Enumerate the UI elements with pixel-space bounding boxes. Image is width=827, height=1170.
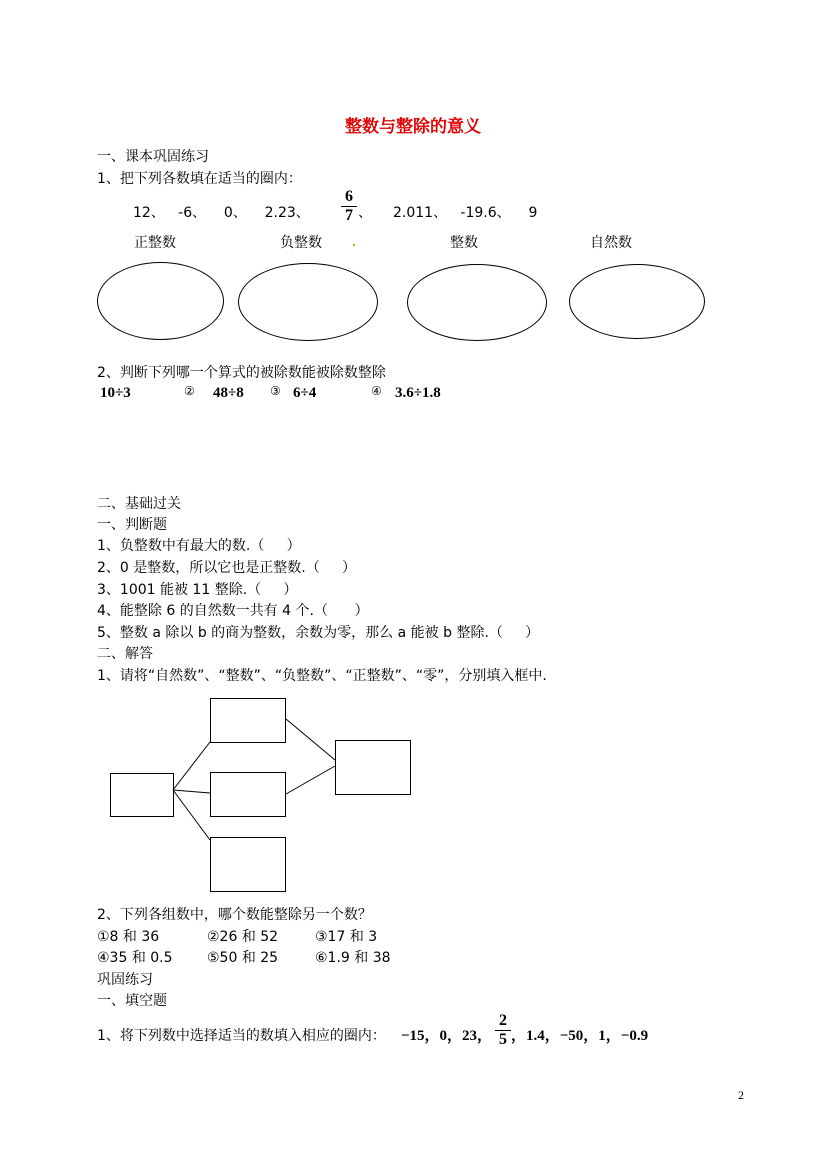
pair-5: ⑤50 和 25 bbox=[207, 950, 279, 966]
fraction-two-fifths bbox=[495, 1012, 511, 1049]
oval-label-integer: 整数 bbox=[450, 235, 478, 251]
diagram-box-left[interactable] bbox=[110, 773, 174, 817]
pair-6: ⑥1.9 和 38 bbox=[315, 950, 391, 966]
judge-item-5: 5、整数 a 除以 b 的商为整数，余数为零，那么 a 能被 b 整除.（ ） bbox=[97, 625, 540, 641]
diagram-box-middle-center[interactable] bbox=[210, 772, 286, 817]
judge-item-2: 2、0 是整数，所以它也是正整数.（ ） bbox=[97, 560, 356, 576]
page-title: 整数与整除的意义 bbox=[345, 117, 481, 137]
option-expression-3: 6÷4 bbox=[293, 385, 317, 401]
stray-dot bbox=[353, 244, 355, 246]
fill-number-list-a: −15，0，23， bbox=[401, 1028, 493, 1044]
section-heading-basic: 二、基础过关 bbox=[97, 496, 181, 512]
option-expression-4: 3.6÷1.8 bbox=[395, 385, 441, 401]
page-number: 2 bbox=[738, 1088, 744, 1102]
fraction-denominator: 5 bbox=[499, 1031, 507, 1048]
fraction-six-sevenths bbox=[341, 188, 357, 225]
diagram-box-right[interactable] bbox=[335, 740, 411, 795]
option-mark-3: ③ bbox=[270, 384, 281, 398]
pair-4: ④35 和 0.5 bbox=[97, 950, 173, 966]
diagram-box-middle-top[interactable] bbox=[210, 698, 286, 743]
section-heading-textbook: 一、课本巩固练习 bbox=[97, 149, 209, 165]
oval-label-negative-integer: 负整数 bbox=[280, 235, 322, 251]
number-list-a: 12、 -6、 0、 2.23、 bbox=[133, 205, 310, 221]
fraction-numerator: 6 bbox=[341, 188, 357, 207]
oval-label-natural-number: 自然数 bbox=[590, 235, 632, 251]
option-expression-1: 10÷3 bbox=[100, 385, 131, 401]
question-1-text: 1、把下列各数填在适当的圈内： bbox=[97, 171, 302, 187]
judge-item-3: 3、1001 能被 11 整除.（ ） bbox=[97, 582, 298, 598]
pair-3: ③17 和 3 bbox=[315, 929, 378, 945]
oval-natural-number bbox=[569, 264, 705, 339]
oval-integer bbox=[407, 264, 547, 341]
oval-negative-integer bbox=[238, 263, 378, 341]
fill-heading: 一、填空题 bbox=[97, 993, 167, 1009]
oval-label-positive-integer: 正整数 bbox=[134, 235, 176, 251]
number-list-sep: 、 bbox=[358, 205, 372, 221]
diagram-box-middle-bottom[interactable] bbox=[210, 837, 286, 892]
judge-heading: 一、判断题 bbox=[97, 517, 167, 533]
answer-question-1: 1、请将“自然数”、“整数”、“负整数”、“正整数”、“零”，分别填入框中. bbox=[97, 668, 547, 684]
option-expression-2: 48÷8 bbox=[213, 385, 244, 401]
fraction-denominator: 7 bbox=[345, 207, 353, 224]
section-heading-consolidation: 巩固练习 bbox=[97, 972, 153, 988]
fill-question-1-text: 1、将下列数中选择适当的数填入相应的圈内： bbox=[97, 1028, 386, 1044]
oval-positive-integer bbox=[97, 262, 224, 340]
option-mark-4: ④ bbox=[371, 384, 382, 398]
judge-item-4: 4、能整除 6 的自然数一共有 4 个.（ ） bbox=[97, 603, 369, 619]
judge-item-1: 1、负整数中有最大的数.（ ） bbox=[97, 538, 301, 554]
pair-2: ②26 和 52 bbox=[207, 929, 279, 945]
fill-number-list-b: ，1.4，−50，1，−0.9 bbox=[511, 1028, 649, 1044]
pair-1: ①8 和 36 bbox=[97, 929, 160, 945]
option-mark-2: ② bbox=[184, 384, 195, 398]
question-2-text: 2、判断下列哪一个算式的被除数能被除数整除 bbox=[97, 365, 386, 381]
answer-question-2: 2、下列各组数中，哪个数能整除另一个数？ bbox=[97, 907, 372, 923]
fraction-numerator: 2 bbox=[495, 1012, 511, 1031]
number-list-b: 2.011、 -19.6、 9 bbox=[393, 205, 538, 221]
answer-heading: 二、解答 bbox=[97, 646, 153, 662]
